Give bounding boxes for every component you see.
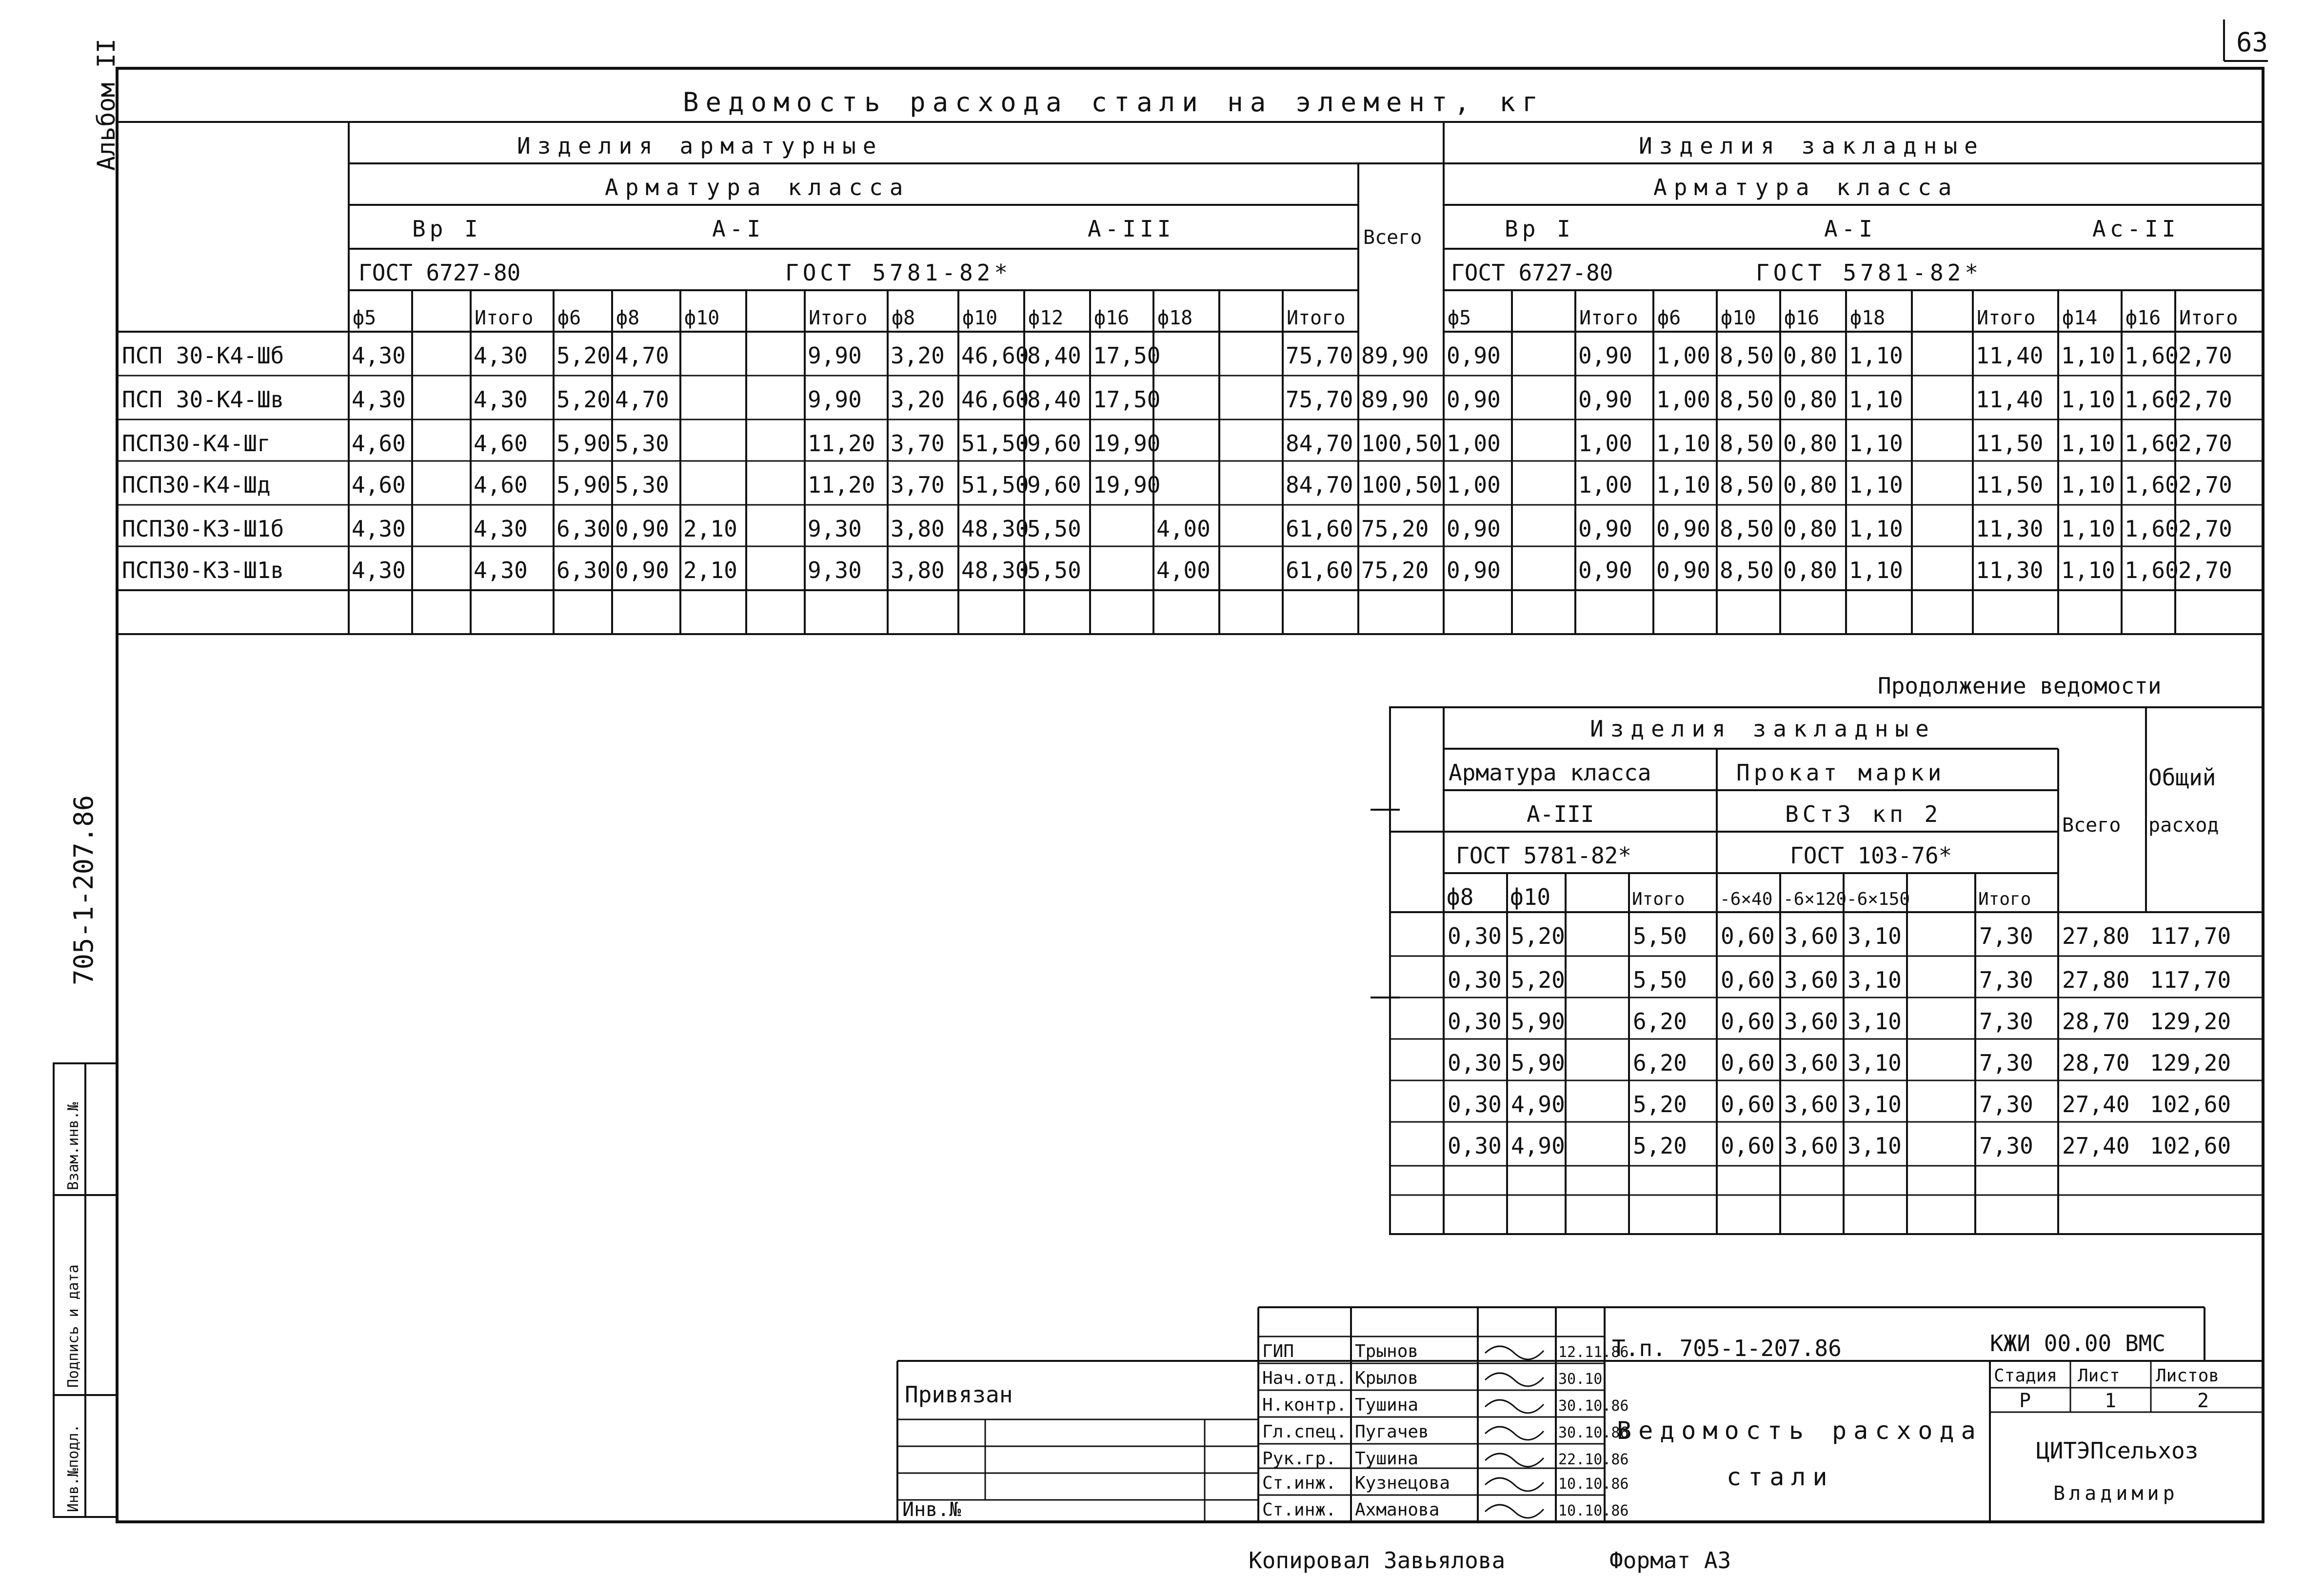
main-col-header: ф18 — [1850, 307, 1886, 329]
cont-rolled-label: Прокат марки — [1736, 759, 1946, 786]
main-cell: 0,90 — [1447, 557, 1501, 583]
cont-gost-103: ГОСТ 103-76* — [1790, 842, 1952, 869]
main-cell: 6,30 — [556, 557, 611, 583]
subgroup-a1: А-I — [712, 216, 765, 242]
class-label-embed: Арматура класса — [1653, 174, 1959, 200]
cont-cell: 7,30 — [1979, 1050, 2033, 1076]
main-cell: 0,80 — [1783, 516, 1837, 542]
cont-cell: 5,50 — [1633, 923, 1687, 949]
signature-scribble — [1485, 1505, 1544, 1518]
main-cell: 4,60 — [474, 472, 528, 498]
cont-cell: 7,30 — [1979, 1091, 2033, 1117]
cont-cell: 117,70 — [2150, 967, 2231, 993]
main-cell: 75,70 — [1286, 342, 1353, 369]
main-cell: 1,10 — [1849, 342, 1903, 369]
main-cell: 3,80 — [891, 516, 945, 542]
group-reinforcement: Изделия арматурные — [517, 133, 883, 159]
main-cell: 11,50 — [1976, 430, 2044, 457]
cont-cell: 3,10 — [1847, 1091, 1902, 1117]
main-cell: 2,70 — [2178, 430, 2232, 457]
main-cell: 4,60 — [352, 472, 406, 498]
cont-cell: 3,10 — [1847, 1008, 1902, 1035]
cont-cell: 102,60 — [2150, 1091, 2231, 1117]
cont-col-header: Итого — [1632, 889, 1685, 909]
main-cell: 75,20 — [1361, 516, 1429, 542]
row-element-name: ПСП 30-К4-Шб — [122, 342, 284, 369]
cont-cell: 0,30 — [1448, 967, 1502, 993]
main-col-header: ф8 — [616, 307, 640, 329]
main-cell: 4,60 — [474, 430, 528, 457]
cont-cell: 0,30 — [1448, 923, 1502, 949]
privyazan-label: Привязан — [905, 1381, 1013, 1408]
stamp-name: Пугачев — [1355, 1422, 1429, 1442]
main-cell: 1,60 — [2125, 557, 2179, 583]
cont-cell: 6,20 — [1633, 1008, 1687, 1035]
main-cell: 1,00 — [1447, 472, 1501, 498]
cont-gost-5781: ГОСТ 5781-82* — [1456, 842, 1632, 869]
main-cell: 0,80 — [1783, 557, 1837, 583]
main-title: Ведомость расхода стали на элемент, кг — [683, 87, 1545, 118]
cont-cell: 5,20 — [1511, 967, 1565, 993]
cont-cell: 27,80 — [2062, 967, 2130, 993]
cont-cell: 129,20 — [2150, 1050, 2231, 1076]
main-cell: 4,70 — [615, 386, 669, 413]
main-cell: 1,10 — [1849, 386, 1903, 413]
main-cell: 11,20 — [808, 430, 875, 457]
gost-6727: ГОСТ 6727-80 — [358, 259, 521, 286]
main-cell: 61,60 — [1286, 557, 1353, 583]
main-cell: 9,90 — [808, 386, 862, 413]
main-cell: 1,10 — [2061, 386, 2115, 413]
row-element-name: ПСП30-К3-Ш1в — [122, 557, 284, 583]
main-cell: 11,40 — [1976, 386, 2044, 413]
main-cell: 9,60 — [1027, 430, 1081, 457]
signature-scribble — [1485, 1454, 1544, 1467]
cont-class-value: А-III — [1527, 801, 1594, 827]
cont-cell: 5,90 — [1511, 1008, 1565, 1035]
main-cell: 17,50 — [1093, 386, 1161, 413]
subgroup-a1-embed: А-I — [1824, 216, 1877, 242]
main-col-header: ф5 — [1448, 307, 1471, 329]
cont-cell: 0,30 — [1448, 1133, 1502, 1159]
main-cell: 11,30 — [1976, 516, 2044, 542]
stage-value: Р — [2019, 1390, 2031, 1412]
cont-cell: 27,40 — [2062, 1133, 2130, 1159]
main-cell: 48,30 — [961, 557, 1029, 583]
stamp-name: Крылов — [1355, 1368, 1419, 1388]
main-cell: 1,10 — [2061, 557, 2115, 583]
main-cell: 5,50 — [1027, 516, 1081, 542]
main-cell: 0,80 — [1783, 386, 1837, 413]
cont-col-header: ф10 — [1510, 884, 1551, 910]
main-cell: 46,60 — [961, 386, 1029, 413]
gost-5781: ГОСТ 5781-82* — [785, 259, 1012, 286]
main-cell: 8,50 — [1720, 472, 1774, 498]
copied-by: Копировал Завьялова — [1249, 1547, 1506, 1574]
main-cell: 2,70 — [2178, 557, 2232, 583]
sheet-title-line1: Ведомость расхода — [1617, 1416, 1983, 1445]
main-cell: 5,20 — [556, 342, 611, 369]
main-cell: 1,60 — [2125, 430, 2179, 457]
cont-cell: 0,30 — [1448, 1008, 1502, 1035]
main-cell: 3,70 — [891, 430, 945, 457]
main-col-header: ф16 — [1094, 307, 1130, 329]
main-cell: 0,90 — [1578, 557, 1632, 583]
main-cell: 11,50 — [1976, 472, 2044, 498]
cont-rolled-value: ВСт3 кп 2 — [1785, 801, 1942, 827]
continuation-table — [1390, 673, 2263, 1234]
main-cell: 4,30 — [352, 342, 406, 369]
main-cell: 51,50 — [961, 472, 1029, 498]
stamp-role: Ст.инж. — [1262, 1500, 1336, 1520]
main-col-header: Итого — [1579, 307, 1638, 329]
main-cell: 2,70 — [2178, 516, 2232, 542]
main-col-header: ф10 — [1721, 307, 1756, 329]
main-cell: 0,90 — [1578, 516, 1632, 542]
stamp-role: Нач.отд. — [1262, 1368, 1347, 1388]
cont-cell: 0,60 — [1721, 967, 1775, 993]
side-stamp-replaced: Взам.инв.№ — [65, 1102, 82, 1190]
main-cell: 17,50 — [1093, 342, 1161, 369]
main-cell: 4,00 — [1156, 516, 1211, 542]
main-cell: 8,50 — [1720, 342, 1774, 369]
subgroup-vr1: Вр I — [412, 216, 482, 242]
main-cell: 4,30 — [474, 557, 528, 583]
main-col-header: Итого — [2179, 307, 2238, 329]
continuation-title: Продолжение ведомости — [1878, 673, 2162, 699]
main-cell: 0,90 — [1447, 386, 1501, 413]
cont-cell: 3,60 — [1784, 1133, 1838, 1159]
stamp-date: 22.10.86 — [1558, 1451, 1629, 1468]
sheet-frame — [117, 68, 2263, 1522]
row-element-name: ПСП30-К4-Шг — [122, 430, 271, 457]
stamp-name: Трынов — [1355, 1341, 1419, 1361]
total-column-header: Всего — [1363, 226, 1422, 249]
main-cell: 4,70 — [615, 342, 669, 369]
main-cell: 8,50 — [1720, 516, 1774, 542]
cont-total-label: Всего — [2062, 814, 2121, 837]
main-col-header: ф6 — [1657, 307, 1681, 329]
main-cell: 89,90 — [1361, 342, 1429, 369]
side-stamp-signature: Подпись и дата — [65, 1264, 82, 1388]
sheets-value: 2 — [2197, 1390, 2209, 1412]
stamp-name: Тушина — [1355, 1395, 1419, 1415]
main-cell: 0,90 — [615, 516, 669, 542]
cont-cell: 7,30 — [1979, 967, 2033, 993]
stamp-date: 30.10.86 — [1558, 1397, 1629, 1415]
cont-cell: 3,60 — [1784, 1008, 1838, 1035]
sheet-value: 1 — [2105, 1390, 2117, 1412]
main-cell: 0,90 — [1656, 557, 1710, 583]
cont-cell: 0,60 — [1721, 1091, 1775, 1117]
main-cell: 1,10 — [1849, 516, 1903, 542]
cont-cell: 28,70 — [2062, 1050, 2130, 1076]
signature-scribble — [1485, 1427, 1544, 1440]
main-cell: 19,90 — [1093, 472, 1161, 498]
cont-cell: 0,60 — [1721, 1133, 1775, 1159]
main-cell: 5,30 — [615, 430, 669, 457]
cont-col-header: -6×40 — [1720, 889, 1773, 909]
main-cell: 2,10 — [683, 557, 737, 583]
main-steel-table — [117, 87, 2263, 634]
main-cell: 1,10 — [1849, 430, 1903, 457]
main-cell: 75,70 — [1286, 386, 1353, 413]
main-cell: 3,80 — [891, 557, 945, 583]
cont-cell: 5,20 — [1633, 1133, 1687, 1159]
main-cell: 5,30 — [615, 472, 669, 498]
main-cell: 0,80 — [1783, 342, 1837, 369]
cont-col-header: ф8 — [1447, 884, 1474, 910]
group-embedded: Изделия закладные — [1639, 133, 1985, 159]
main-cell: 84,70 — [1286, 472, 1353, 498]
cont-cell: 4,90 — [1511, 1091, 1565, 1117]
cont-cell: 7,30 — [1979, 1008, 2033, 1035]
cont-col-header: -6×120 — [1783, 889, 1847, 909]
cont-cell: 102,60 — [2150, 1133, 2231, 1159]
main-cell: 5,20 — [556, 386, 611, 413]
main-cell: 8,50 — [1720, 430, 1774, 457]
cont-cell: 0,30 — [1448, 1050, 1502, 1076]
main-cell: 11,30 — [1976, 557, 2044, 583]
main-cell: 1,60 — [2125, 342, 2179, 369]
gost-5781-embed: ГОСТ 5781-82* — [1756, 259, 1983, 286]
main-col-header: Итого — [475, 307, 534, 329]
row-element-name: ПСП30-К4-Шд — [122, 472, 271, 498]
main-col-header: ф10 — [962, 307, 998, 329]
main-cell: 4,30 — [352, 386, 406, 413]
cont-cell: 3,10 — [1847, 1133, 1902, 1159]
main-cell: 4,60 — [352, 430, 406, 457]
main-cell: 1,60 — [2125, 472, 2179, 498]
cont-cell: 3,60 — [1784, 1091, 1838, 1117]
main-cell: 84,70 — [1286, 430, 1353, 457]
main-cell: 2,10 — [683, 516, 737, 542]
cont-col-header: Итого — [1978, 889, 2031, 909]
signature-scribble — [1485, 1346, 1544, 1359]
main-cell: 19,90 — [1093, 430, 1161, 457]
main-cell: 100,50 — [1361, 472, 1443, 498]
main-cell: 2,70 — [2178, 472, 2232, 498]
cont-cell: 5,20 — [1633, 1091, 1687, 1117]
main-cell: 0,80 — [1783, 472, 1837, 498]
main-cell: 0,90 — [1447, 516, 1501, 542]
main-col-header: ф16 — [1784, 307, 1820, 329]
main-cell: 1,10 — [2061, 430, 2115, 457]
org-name: ЦИТЭПсельхоз — [2036, 1437, 2199, 1464]
main-cell: 8,50 — [1720, 386, 1774, 413]
row-element-name: ПСП 30-К4-Шв — [122, 386, 284, 413]
main-cell: 9,60 — [1027, 472, 1081, 498]
cont-cell: 7,30 — [1979, 1133, 2033, 1159]
main-col-header: ф8 — [892, 307, 915, 329]
cont-cell: 3,60 — [1784, 1050, 1838, 1076]
main-cell: 6,30 — [556, 516, 611, 542]
main-cell: 0,90 — [1578, 386, 1632, 413]
signature-scribble — [1485, 1373, 1544, 1386]
stamp-date: 30.10 — [1558, 1371, 1603, 1388]
main-cell: 48,30 — [961, 516, 1029, 542]
cont-cell: 3,60 — [1784, 967, 1838, 993]
main-cell: 3,20 — [891, 342, 945, 369]
main-cell: 51,50 — [961, 430, 1029, 457]
main-cell: 1,10 — [1656, 430, 1710, 457]
main-cell: 1,10 — [2061, 516, 2115, 542]
stage-label: Стадия — [1994, 1366, 2058, 1386]
sheets-label: Листов — [2156, 1366, 2220, 1386]
main-cell: 1,10 — [2061, 342, 2115, 369]
main-col-header: ф14 — [2062, 307, 2098, 329]
cont-cell: 0,60 — [1721, 923, 1775, 949]
stamp-date: 10.10.86 — [1558, 1476, 1629, 1493]
subgroup-as2: Ас-II — [2092, 216, 2180, 242]
cont-cell: 6,20 — [1633, 1050, 1687, 1076]
stamp-role: Н.контр. — [1262, 1395, 1347, 1415]
cont-cell: 5,50 — [1633, 967, 1687, 993]
main-cell: 0,90 — [1656, 516, 1710, 542]
main-cell: 5,90 — [556, 430, 611, 457]
main-cell: 1,00 — [1656, 386, 1710, 413]
cont-overall-label-2: расход — [2148, 814, 2219, 837]
cont-cell: 3,10 — [1847, 1050, 1902, 1076]
main-cell: 8,40 — [1027, 342, 1081, 369]
cont-cell: 0,30 — [1448, 1091, 1502, 1117]
cont-cell: 3,10 — [1847, 923, 1902, 949]
main-col-header: Итого — [1977, 307, 2036, 329]
signature-scribble — [1485, 1478, 1544, 1491]
main-cell: 1,10 — [2061, 472, 2115, 498]
org-city: Владимир — [2053, 1482, 2179, 1505]
main-cell: 1,00 — [1656, 342, 1710, 369]
cont-cell: 28,70 — [2062, 1008, 2130, 1035]
signature-scribble — [1485, 1400, 1544, 1413]
main-col-header: ф6 — [557, 307, 581, 329]
stamp-name: Тушина — [1355, 1449, 1419, 1469]
gost-6727-embed: ГОСТ 6727-80 — [1451, 259, 1613, 286]
cont-cell: 3,10 — [1847, 967, 1902, 993]
stamp-date: 10.10.86 — [1558, 1502, 1629, 1519]
cont-cell: 0,60 — [1721, 1008, 1775, 1035]
main-cell: 2,70 — [2178, 342, 2232, 369]
cont-cell: 5,90 — [1511, 1050, 1565, 1076]
main-col-header: ф16 — [2125, 307, 2161, 329]
main-cell: 2,70 — [2178, 386, 2232, 413]
main-col-header: ф18 — [1157, 307, 1193, 329]
stamp-name: Ахманова — [1355, 1500, 1440, 1520]
stamp-role: Рук.гр. — [1262, 1449, 1336, 1469]
side-doc-code: 705-1-207.86 — [68, 795, 99, 985]
stamp-role: Ст.инж. — [1262, 1473, 1336, 1493]
cont-cell: 3,60 — [1784, 923, 1838, 949]
main-col-header: Итого — [809, 307, 868, 329]
main-cell: 1,00 — [1447, 430, 1501, 457]
class-label-reinf: Арматура класса — [605, 174, 910, 200]
main-cell: 11,20 — [808, 472, 875, 498]
inv-label: Инв.№ — [902, 1498, 961, 1521]
main-cell: 4,30 — [474, 516, 528, 542]
main-cell: 1,10 — [1849, 472, 1903, 498]
main-col-header: ф12 — [1028, 307, 1064, 329]
cont-group-embedded: Изделия закладные — [1590, 716, 1936, 742]
main-cell: 4,30 — [352, 516, 406, 542]
main-cell: 0,90 — [1578, 342, 1632, 369]
main-cell: 5,50 — [1027, 557, 1081, 583]
main-cell: 3,70 — [891, 472, 945, 498]
stamp-date: 12.11.86 — [1558, 1344, 1629, 1361]
stamp-role: ГИП — [1262, 1341, 1294, 1361]
stamp-date: 30.10.86 — [1558, 1424, 1629, 1441]
stamp-role: Гл.спец. — [1262, 1422, 1347, 1442]
cont-class-label: Арматура класса — [1449, 759, 1651, 786]
main-cell: 4,30 — [352, 557, 406, 583]
cont-cell: 27,40 — [2062, 1091, 2130, 1117]
main-cell: 1,60 — [2125, 386, 2179, 413]
main-col-header: ф5 — [353, 307, 377, 329]
cont-overall-label-1: Общий — [2148, 764, 2216, 791]
subgroup-a3: А-III — [1088, 216, 1175, 242]
main-cell: 75,20 — [1361, 557, 1429, 583]
main-cell: 0,90 — [615, 557, 669, 583]
main-cell: 3,20 — [891, 386, 945, 413]
main-cell: 11,40 — [1976, 342, 2044, 369]
main-cell: 4,30 — [474, 342, 528, 369]
main-cell: 1,00 — [1578, 472, 1632, 498]
main-cell: 8,40 — [1027, 386, 1081, 413]
sheet-title-line2: стали — [1727, 1463, 1834, 1491]
main-cell: 1,00 — [1578, 430, 1632, 457]
main-cell: 4,00 — [1156, 557, 1211, 583]
main-cell: 9,90 — [808, 342, 862, 369]
title-block — [897, 1307, 2263, 1522]
side-stamp-inv: Инв.№подл. — [65, 1424, 82, 1512]
main-cell: 1,10 — [1656, 472, 1710, 498]
main-cell: 9,30 — [808, 557, 862, 583]
sheet-label: Лист — [2078, 1366, 2120, 1386]
main-cell: 0,90 — [1447, 342, 1501, 369]
main-cell: 46,60 — [961, 342, 1029, 369]
row-element-name: ПСП30-К3-Ш1б — [122, 516, 284, 542]
main-cell: 0,80 — [1783, 430, 1837, 457]
main-col-header: ф10 — [684, 307, 720, 329]
cont-cell: 0,60 — [1721, 1050, 1775, 1076]
main-col-header: Итого — [1287, 307, 1346, 329]
main-cell: 89,90 — [1361, 386, 1429, 413]
main-cell: 4,30 — [474, 386, 528, 413]
cont-cell: 129,20 — [2150, 1008, 2231, 1035]
drawing-code: КЖИ 00.00 ВМС — [1990, 1330, 2166, 1357]
page-number: 63 — [2236, 27, 2268, 58]
project-number: Т.п. 705-1-207.86 — [1612, 1335, 1842, 1361]
cont-cell: 117,70 — [2150, 923, 2231, 949]
album-label: Альбом II — [92, 39, 120, 171]
subgroup-vr1-embed: Вр I — [1505, 216, 1574, 242]
cont-col-header: -6×150 — [1847, 889, 1910, 909]
main-cell: 5,90 — [556, 472, 611, 498]
main-cell: 1,10 — [1849, 557, 1903, 583]
cont-cell: 4,90 — [1511, 1133, 1565, 1159]
main-cell: 8,50 — [1720, 557, 1774, 583]
main-cell: 9,30 — [808, 516, 862, 542]
stamp-name: Кузнецова — [1355, 1473, 1450, 1493]
main-cell: 1,60 — [2125, 516, 2179, 542]
cont-cell: 5,20 — [1511, 923, 1565, 949]
cont-cell: 7,30 — [1979, 923, 2033, 949]
sheet-format: Формат А3 — [1609, 1547, 1731, 1574]
main-cell: 61,60 — [1286, 516, 1353, 542]
cont-cell: 27,80 — [2062, 923, 2130, 949]
main-cell: 100,50 — [1361, 430, 1443, 457]
